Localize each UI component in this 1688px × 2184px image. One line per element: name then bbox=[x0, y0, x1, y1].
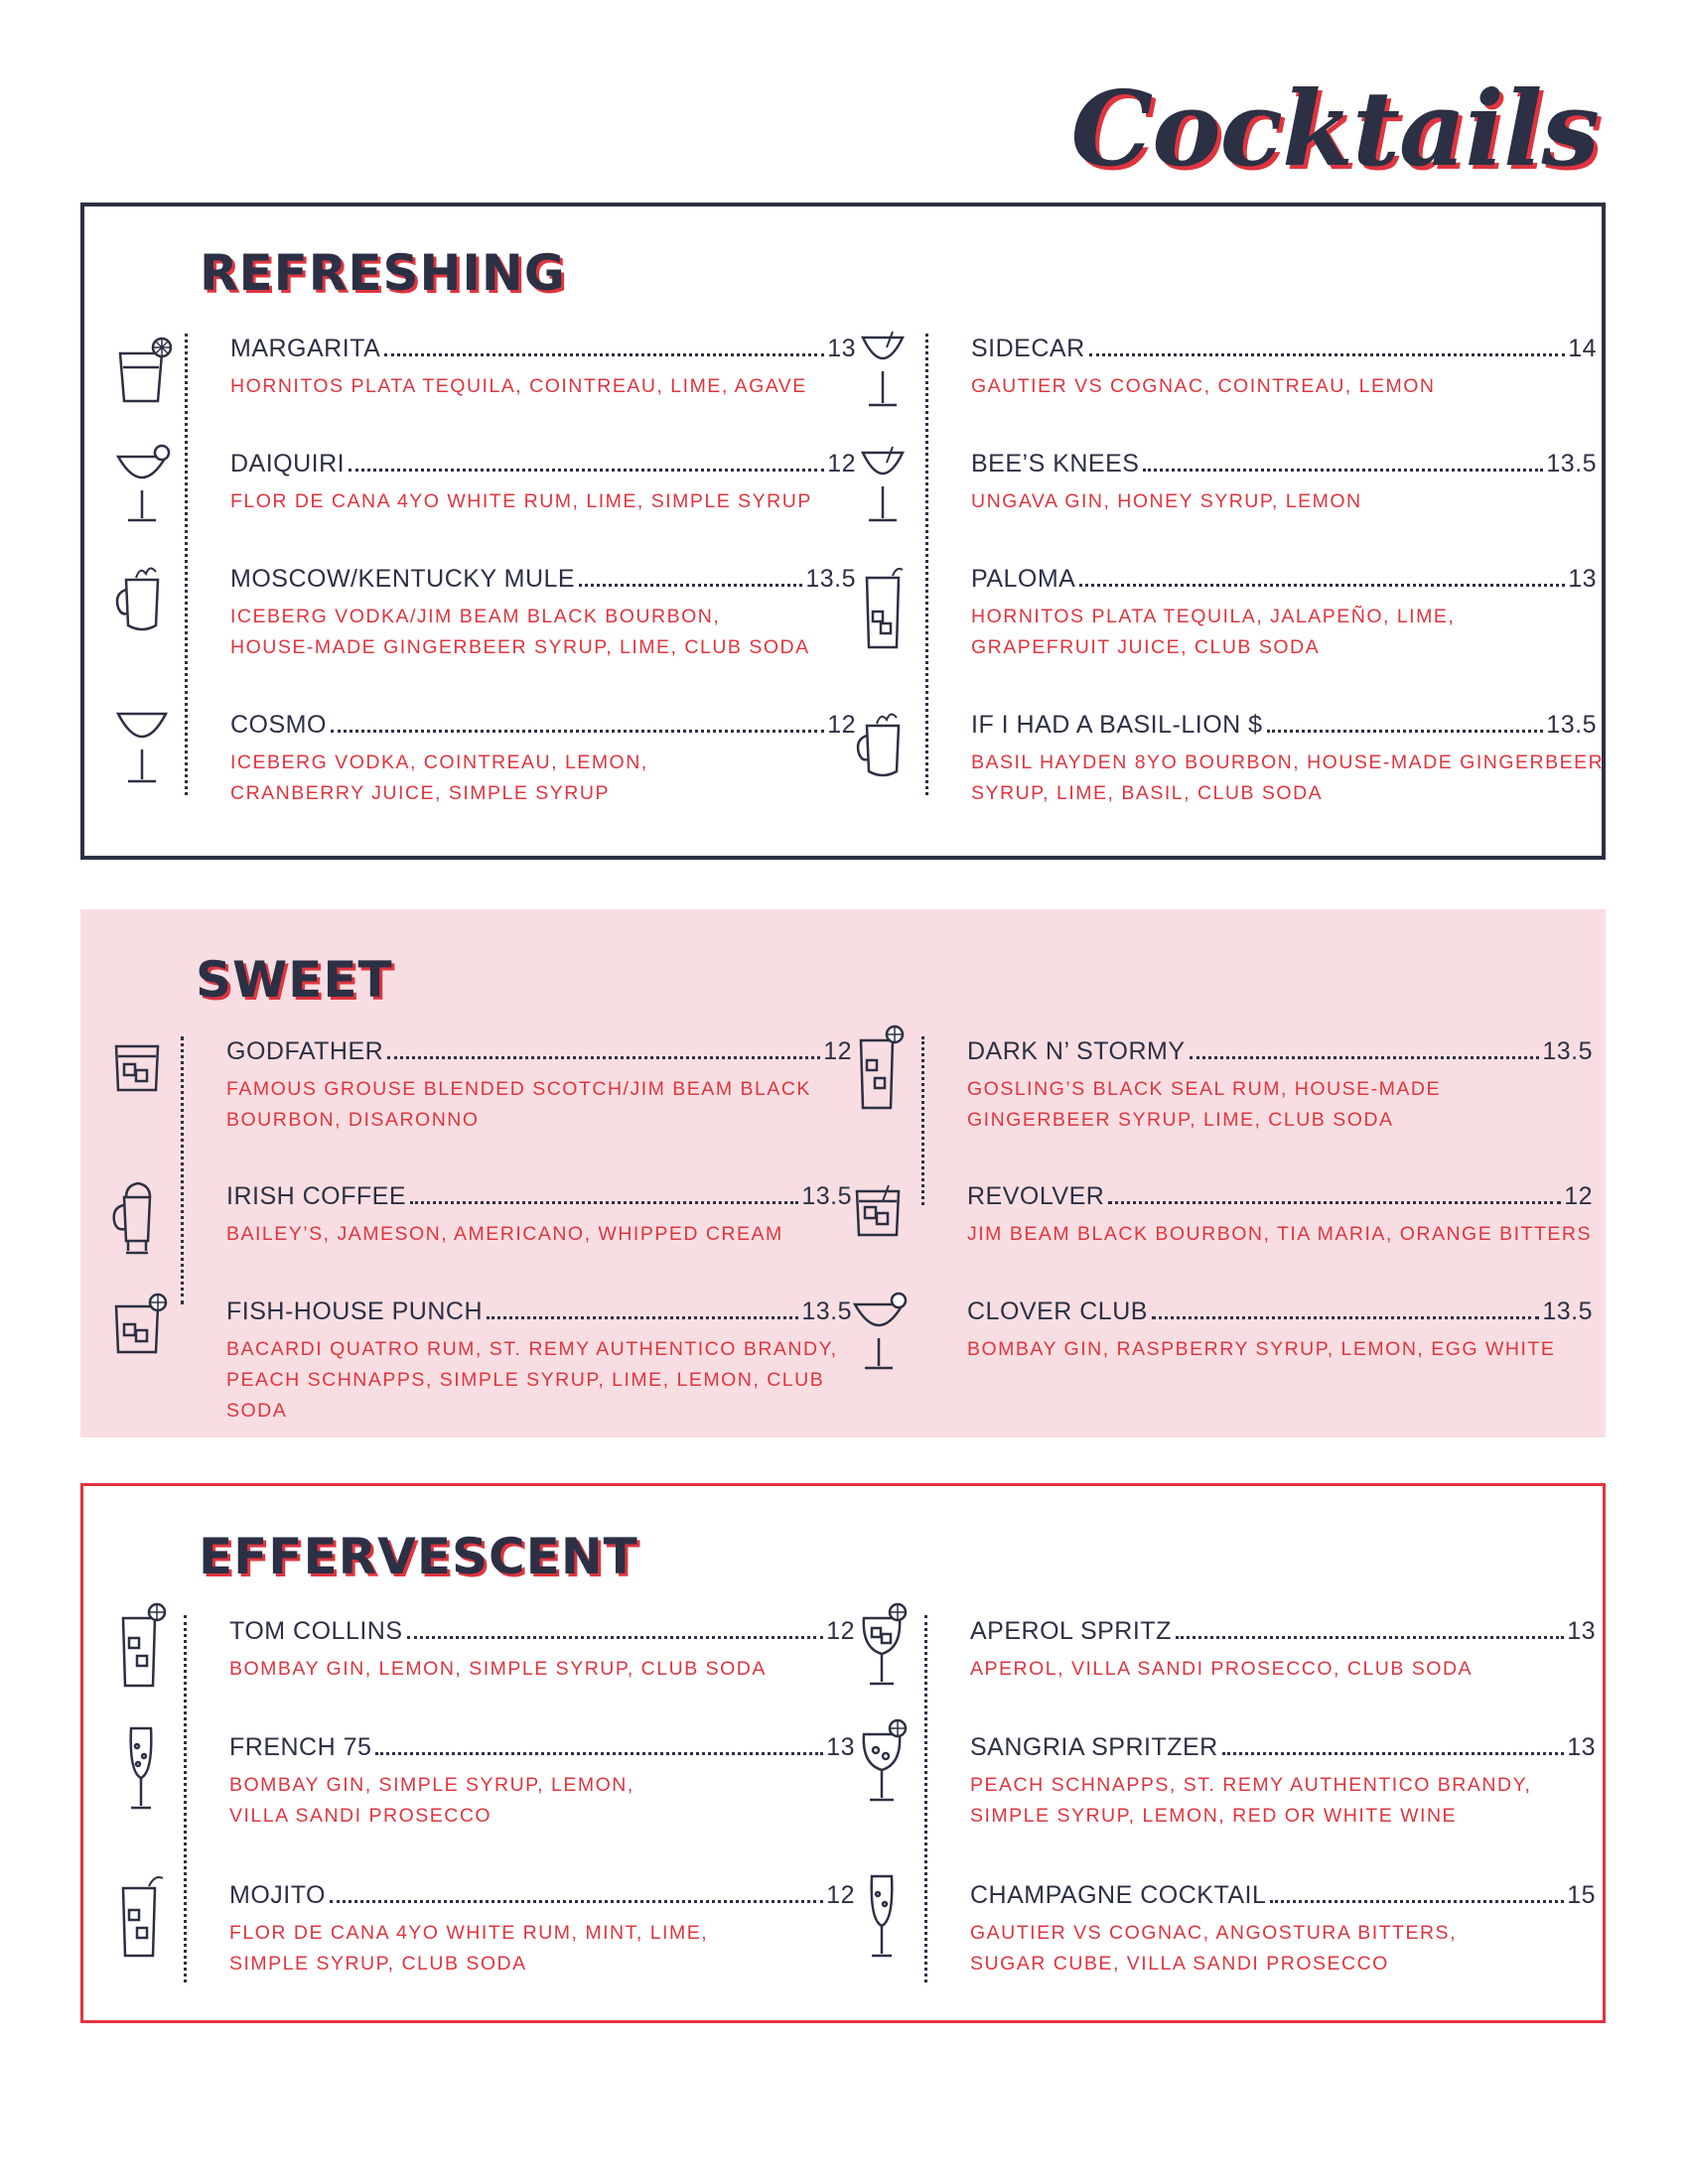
item-name: FISH-HOUSE PUNCH bbox=[226, 1297, 484, 1325]
item-desc: BASIL HAYDEN 8YO BOURBON, HOUSE-MADE GINGERBEER bbox=[971, 751, 1605, 773]
irish-coffee-mug-icon bbox=[108, 1171, 168, 1261]
menu-item bbox=[112, 332, 856, 411]
item-desc: GOSLING’S BLACK SEAL RUM, HOUSE-MADE bbox=[967, 1078, 1441, 1100]
item-name: IRISH COFFEE bbox=[226, 1182, 407, 1210]
item-price: 12 bbox=[826, 1617, 855, 1645]
item-desc: HORNITOS PLATA TEQUILA, JALAPEÑO, LIME, bbox=[971, 606, 1456, 627]
menu-item bbox=[852, 1878, 1596, 1975]
item-desc: FAMOUS GROUSE BLENDED SCOTCH/JIM BEAM BLACK bbox=[226, 1078, 811, 1100]
item-name: FRENCH 75 bbox=[229, 1733, 372, 1761]
mule-mug-icon bbox=[853, 700, 913, 789]
mule-mug-icon bbox=[112, 554, 172, 643]
item-price: 13.5 bbox=[1542, 1037, 1593, 1065]
section-heading: EFFERVESCENT bbox=[199, 1528, 638, 1585]
item-desc: ICEBERG VODKA/JIM BEAM BLACK BOURBON, bbox=[230, 606, 721, 627]
item-price: 12 bbox=[827, 450, 856, 478]
item-desc: BOMBAY GIN, LEMON, SIMPLE SYRUP, CLUB SODA bbox=[229, 1658, 767, 1680]
highball-glass-icon bbox=[853, 562, 913, 651]
item-desc: BOMBAY GIN, RASPBERRY SYRUP, LEMON, EGG WHITE bbox=[967, 1338, 1556, 1360]
item-desc: SIMPLE SYRUP, LEMON, RED OR WHITE WINE bbox=[970, 1805, 1458, 1827]
menu-item bbox=[849, 1034, 1593, 1131]
item-name: MOJITO bbox=[229, 1881, 326, 1909]
menu-item bbox=[853, 708, 1605, 804]
item-desc: ICEBERG VODKA, COINTREAU, LEMON, bbox=[230, 751, 648, 773]
item-price: 13.5 bbox=[1542, 1297, 1593, 1325]
item-desc: GINGERBEER SYRUP, LIME, CLUB SODA bbox=[967, 1109, 1394, 1131]
item-name: APEROL SPRITZ bbox=[970, 1617, 1172, 1645]
menu-item bbox=[852, 1730, 1596, 1827]
item-price: 13.5 bbox=[801, 1182, 852, 1210]
item-price: 12 bbox=[826, 1881, 855, 1909]
item-desc: SUGAR CUBE, VILLA SANDI PROSECCO bbox=[970, 1953, 1389, 1975]
item-desc: SYRUP, LIME, BASIL, CLUB SODA bbox=[971, 782, 1324, 804]
menu-item bbox=[111, 1878, 855, 1975]
item-name: IF I HAD A BASIL-LION $ bbox=[971, 711, 1263, 739]
item-desc: BAILEY’S, JAMESON, AMERICANO, WHIPPED CREAM bbox=[226, 1223, 783, 1245]
highball-glass-icon bbox=[111, 1868, 171, 1968]
item-desc: FLOR DE CANA 4YO WHITE RUM, MINT, LIME, bbox=[229, 1922, 709, 1944]
menu-item bbox=[853, 332, 1597, 411]
item-price: 13 bbox=[1567, 1733, 1596, 1761]
item-desc: UNGAVA GIN, HONEY SYRUP, LEMON bbox=[971, 490, 1362, 512]
item-price: 13.5 bbox=[805, 565, 856, 593]
menu-item bbox=[108, 1034, 852, 1131]
item-name: CHAMPAGNE COCKTAIL bbox=[970, 1881, 1267, 1909]
section-sweet bbox=[80, 909, 1606, 1437]
item-price: 13 bbox=[1567, 1617, 1596, 1645]
flute-glass-icon bbox=[852, 1870, 912, 1960]
rocks-glass-lime-icon bbox=[112, 324, 172, 413]
item-name: DAIQUIRI bbox=[230, 450, 346, 478]
rocks-glass-icon bbox=[108, 1026, 168, 1116]
wine-glass-lime-icon bbox=[852, 1714, 912, 1814]
highball-glass-lime-icon bbox=[111, 1598, 171, 1698]
item-desc: SIMPLE SYRUP, CLUB SODA bbox=[229, 1953, 527, 1975]
wine-glass-lime-icon bbox=[852, 1598, 912, 1698]
item-name: SANGRIA SPRITZER bbox=[970, 1733, 1218, 1761]
menu-title: Cocktails bbox=[1070, 68, 1599, 190]
item-name: REVOLVER bbox=[967, 1182, 1105, 1210]
menu-item bbox=[112, 562, 856, 658]
item-desc: GAUTIER VS COGNAC, ANGOSTURA BITTERS, bbox=[970, 1922, 1457, 1944]
item-desc: BOMBAY GIN, SIMPLE SYRUP, LEMON, bbox=[229, 1774, 634, 1796]
item-price: 12 bbox=[823, 1037, 852, 1065]
flute-glass-icon bbox=[111, 1722, 171, 1812]
section-heading: REFRESHING bbox=[200, 244, 566, 302]
item-price: 15 bbox=[1567, 1881, 1596, 1909]
rocks-glass-lime-icon bbox=[108, 1287, 168, 1376]
menu-item bbox=[853, 562, 1597, 658]
rocks-glass-icon bbox=[849, 1171, 909, 1261]
menu-item bbox=[111, 1614, 855, 1694]
section-effervescent bbox=[80, 1483, 1606, 2023]
menu-item bbox=[849, 1295, 1593, 1374]
item-name: DARK N’ STORMY bbox=[967, 1037, 1186, 1065]
item-desc: PEACH SCHNAPPS, ST. REMY AUTHENTICO BRANDY, bbox=[970, 1774, 1532, 1796]
menu-item bbox=[852, 1614, 1596, 1694]
item-name: TOM COLLINS bbox=[229, 1617, 403, 1645]
menu-item bbox=[853, 447, 1597, 526]
item-name: GODFATHER bbox=[226, 1037, 384, 1065]
item-name: SIDECAR bbox=[971, 335, 1085, 362]
item-desc: GAUTIER VS COGNAC, COINTREAU, LEMON bbox=[971, 375, 1436, 397]
item-price: 12 bbox=[1564, 1182, 1593, 1210]
coupe-glass-icon bbox=[853, 439, 913, 528]
item-price: 14 bbox=[1568, 335, 1597, 362]
menu-item bbox=[112, 447, 856, 526]
menu-item bbox=[108, 1295, 852, 1422]
item-price: 13.5 bbox=[801, 1297, 852, 1325]
item-desc: FLOR DE CANA 4YO WHITE RUM, LIME, SIMPLE SYRUP bbox=[230, 490, 812, 512]
coupe-glass-lime-icon bbox=[112, 439, 172, 528]
menu-item bbox=[849, 1179, 1593, 1259]
item-name: MARGARITA bbox=[230, 335, 381, 362]
item-desc: GRAPEFRUIT JUICE, CLUB SODA bbox=[971, 636, 1321, 658]
item-price: 13.5 bbox=[1546, 711, 1597, 739]
item-desc: BACARDI QUATRO RUM, ST. REMY AUTHENTICO BRANDY, bbox=[226, 1338, 838, 1360]
menu-item bbox=[111, 1730, 855, 1827]
coupe-glass-icon bbox=[853, 324, 913, 413]
item-desc: BOURBON, DISARONNO bbox=[226, 1109, 480, 1131]
item-price: 12 bbox=[827, 711, 856, 739]
item-price: 13 bbox=[826, 1733, 855, 1761]
menu-item bbox=[108, 1179, 852, 1259]
item-name: MOSCOW/KENTUCKY MULE bbox=[230, 565, 576, 593]
coupe-glass-lime-icon bbox=[849, 1287, 909, 1376]
item-name: COSMO bbox=[230, 711, 327, 739]
item-price: 13.5 bbox=[1546, 450, 1597, 478]
item-price: 13 bbox=[1568, 565, 1597, 593]
item-desc: HORNITOS PLATA TEQUILA, COINTREAU, LIME, AGAVE bbox=[230, 375, 807, 397]
section-refreshing bbox=[80, 203, 1606, 860]
item-name: BEE’S KNEES bbox=[971, 450, 1140, 478]
highball-glass-lime-icon bbox=[849, 1021, 909, 1120]
item-name: CLOVER CLUB bbox=[967, 1297, 1148, 1325]
item-desc: VILLA SANDI PROSECCO bbox=[229, 1805, 492, 1827]
item-price: 13 bbox=[827, 335, 856, 362]
item-desc: CRANBERRY JUICE, SIMPLE SYRUP bbox=[230, 782, 610, 804]
section-heading: SWEET bbox=[196, 951, 393, 1009]
item-desc: JIM BEAM BLACK BOURBON, TIA MARIA, ORANGE BITTERS bbox=[967, 1223, 1592, 1245]
item-desc: APEROL, VILLA SANDI PROSECCO, CLUB SODA bbox=[970, 1658, 1474, 1680]
coupe-glass-icon bbox=[112, 700, 172, 789]
item-desc: PEACH SCHNAPPS, SIMPLE SYRUP, LIME, LEMON, CLUB SODA bbox=[226, 1369, 825, 1422]
item-name: PALOMA bbox=[971, 565, 1076, 593]
item-desc: HOUSE-MADE GINGERBEER SYRUP, LIME, CLUB SODA bbox=[230, 636, 810, 658]
menu-item bbox=[112, 708, 856, 804]
